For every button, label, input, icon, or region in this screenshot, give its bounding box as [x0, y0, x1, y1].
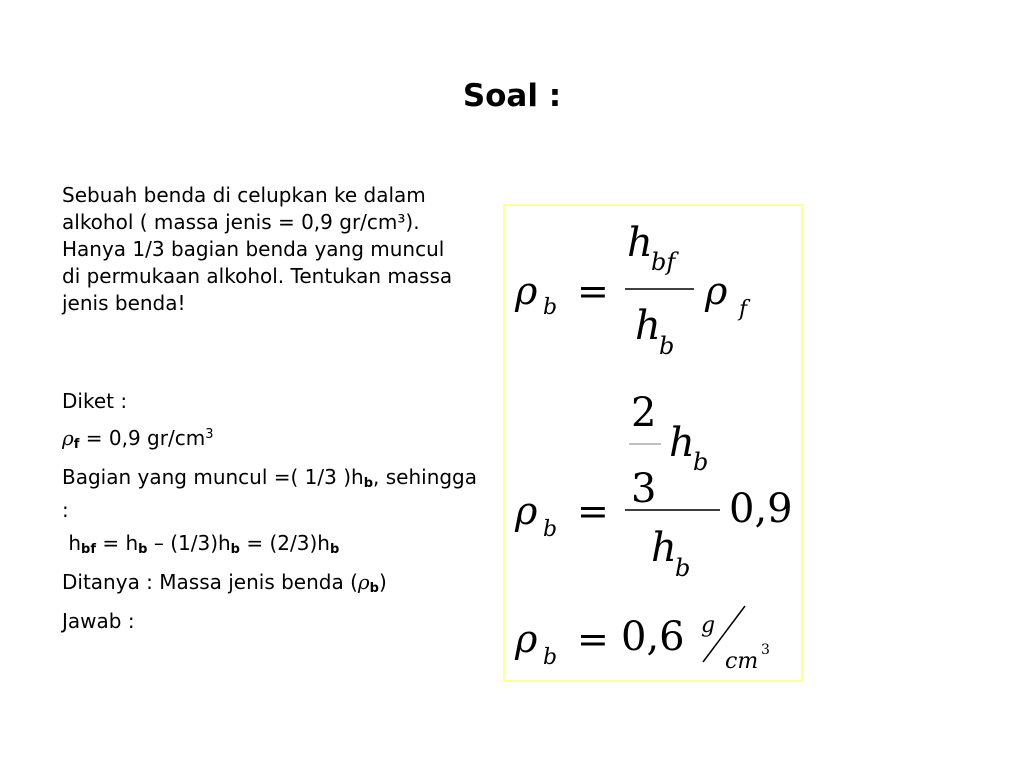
known-header: Diket :	[62, 389, 128, 413]
f1-equals: =	[577, 269, 609, 313]
f1-den-sub: b	[659, 332, 675, 360]
asked-line: Ditanya : Massa jenis benda $(\rho_b)$	[62, 570, 387, 596]
f2-inner-num: 2	[631, 390, 657, 436]
f2-den-sub: b	[675, 554, 691, 582]
f2-rhs-value: 0,9	[729, 486, 793, 532]
known-part-visible: Bagian yang muncul =( 1/3 )$h_b$, sehingga :	[62, 465, 478, 522]
f2-num-sub: b	[693, 448, 709, 476]
f2-equals: =	[577, 489, 609, 533]
known-height-relation: $h_{bf} = h_b - (1/3)h_b = (2/3)h_b$	[68, 531, 340, 557]
f2-den-h: h	[651, 525, 677, 571]
f1-lhs-sub: b	[543, 295, 558, 320]
rho-symbol: ρ	[62, 426, 74, 450]
slide-title: Soal :	[462, 78, 562, 114]
f2-lhs-rho: ρ	[515, 489, 538, 533]
f1-rhs-rho: ρ	[705, 269, 728, 313]
f3-unit-exp: 3	[761, 642, 770, 658]
problem-text: Sebuah benda di celupkan ke dalam alkohol ( massa jenis = 0,9 gr/cm³). Hanya 1/3 bagian benda yang muncul di permukaan alkohol. Tentukan massa jenis benda!	[62, 183, 453, 315]
f1-lhs-rho: ρ	[515, 269, 538, 313]
f2-num-h: h	[669, 420, 695, 466]
f3-value: 0,6	[621, 614, 685, 660]
f2-inner-den: 3	[631, 466, 657, 512]
f1-num-sub: bf	[651, 248, 676, 276]
known-density-fluid: $\rho_f = 0,9$ $gr/cm^3$	[62, 426, 214, 452]
f3-unit-den: cm	[725, 649, 759, 674]
f3-lhs-sub: b	[543, 645, 558, 670]
f3-lhs-rho: ρ	[515, 617, 538, 661]
formula-box	[503, 204, 803, 682]
f1-num-h: h	[627, 220, 653, 266]
f1-den-h: h	[635, 303, 661, 349]
f3-unit-num: g	[701, 613, 716, 638]
f2-lhs-sub: b	[543, 517, 558, 542]
f1-rhs-sub: f	[739, 297, 748, 322]
f3-equals: =	[577, 617, 609, 661]
known-section	[62, 388, 482, 641]
answer-label: Jawab :	[62, 609, 135, 633]
formula-svg	[505, 206, 803, 682]
